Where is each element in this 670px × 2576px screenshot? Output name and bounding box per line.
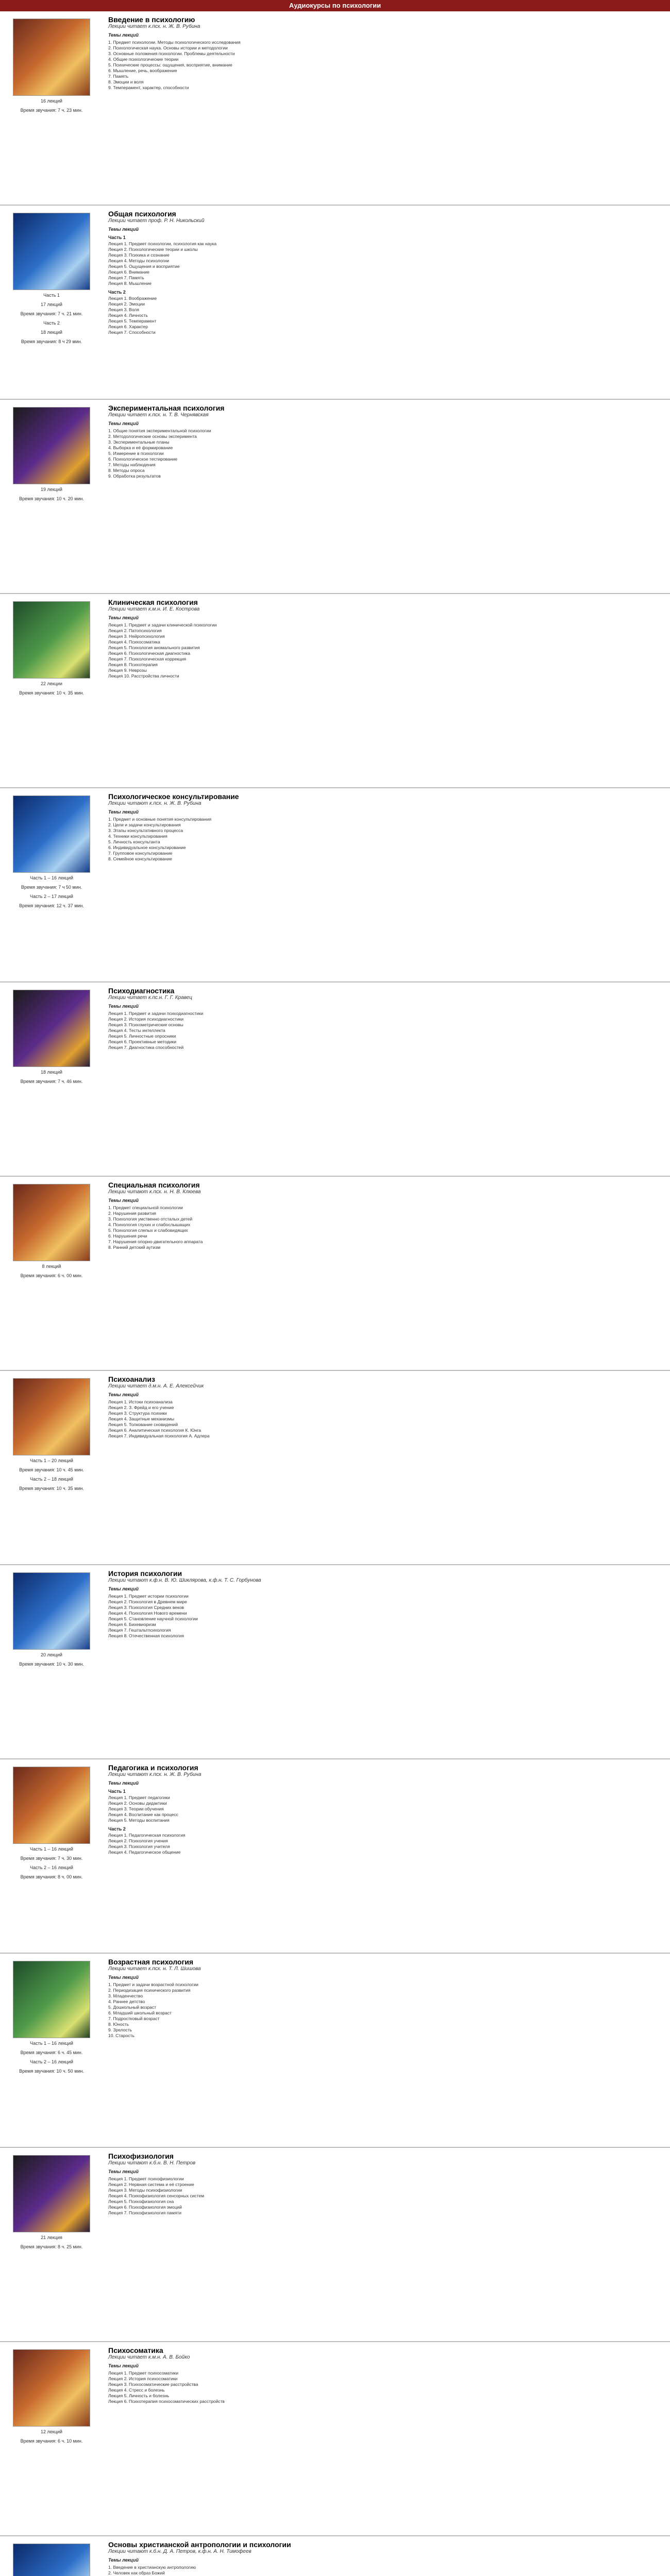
lecture-item: 3. Основные положения психологии. Проблемы деятельности: [108, 51, 235, 56]
topics-heading: Темы лекций: [108, 1781, 139, 1786]
lecture-list: [108, 296, 660, 335]
course-meta: 8 лекций: [42, 1264, 61, 1269]
lecture-item: Лекция 1. Предмет и задачи психодиагностики: [108, 1011, 204, 1016]
course-authors: Лекции читает к.м.н. И. Е. Кострова: [108, 606, 200, 612]
course-details: [103, 1181, 670, 1365]
lecture-item: Лекция 7. Психологическая коррекция: [108, 656, 187, 662]
course-details: [103, 1764, 670, 1947]
lecture-item: Лекция 8. Психотерапия: [108, 662, 158, 667]
course-cover-image[interactable]: [13, 19, 90, 96]
lecture-item: 9. Темперамент, характер, способности: [108, 85, 189, 90]
lecture-item: Лекция 1. Предмет педагогики: [108, 1795, 170, 1800]
course-title[interactable]: Клиническая психология: [108, 598, 198, 606]
topics-heading: Темы лекций: [108, 32, 139, 38]
course-meta: 16 лекций: [41, 98, 62, 104]
lecture-item: 1. Предмет и основные понятия консультирования: [108, 817, 212, 822]
course-block: [0, 1759, 670, 1954]
course-title[interactable]: Психосоматика: [108, 2346, 163, 2354]
course-cover-image[interactable]: [13, 2544, 90, 2576]
course-details: [103, 15, 670, 199]
course-sidebar: [0, 1958, 103, 2142]
course-details: [103, 792, 670, 976]
course-meta: Часть 2: [43, 320, 60, 326]
lecture-item: 6. Психологическое тестирование: [108, 456, 178, 462]
course-details: [103, 1569, 670, 1753]
lecture-item: 7. Групповое консультирование: [108, 851, 173, 856]
lecture-item: Лекция 2. Нервная система и её строение: [108, 2182, 194, 2187]
lecture-item: 9. Зрелость: [108, 2027, 132, 2032]
course-meta: Время звучания: 7 ч. 23 мин.: [20, 108, 83, 113]
lecture-item: Лекция 4. Тесты интеллекта: [108, 1028, 165, 1033]
course-block: [0, 1371, 670, 1565]
lecture-item: Лекция 2. История психодиагностики: [108, 1016, 183, 1022]
course-cover-image[interactable]: [13, 1767, 90, 1844]
course-sidebar: [0, 2346, 103, 2530]
course-meta: Время звучания: 10 ч. 30 мин.: [19, 1662, 84, 1667]
lecture-item: 1. Общие понятия экспериментальной психологии: [108, 428, 211, 433]
lecture-item: Лекция 3. Психология учителя: [108, 1844, 170, 1849]
lecture-item: 6. Младший школьный возраст: [108, 2010, 172, 2015]
lecture-list: [108, 1833, 660, 1855]
course-authors: Лекции читает к.пс.н. Г. Г. Кравец: [108, 995, 192, 1001]
lecture-item: 6. Индивидуальное консультирование: [108, 845, 186, 850]
course-title[interactable]: Общая психология: [108, 210, 176, 218]
course-meta: Часть 1 – 20 лекций: [30, 1458, 73, 1463]
lecture-item: 3. Этапы консультативного процесса: [108, 828, 183, 833]
course-meta: 21 лекция: [41, 2235, 62, 2240]
course-block: [0, 788, 670, 982]
course-sidebar: [0, 792, 103, 976]
course-block: [0, 2148, 670, 2342]
lecture-item: Лекция 5. Личностные опросники: [108, 1033, 176, 1039]
course-block: [0, 11, 670, 206]
course-title[interactable]: Педагогика и психология: [108, 1764, 198, 1772]
lecture-list: [108, 817, 660, 862]
course-meta: Часть 2 – 16 лекций: [30, 1865, 73, 1870]
course-authors: Лекции читают к.ф.н. В. Ю. Шиклярова, к.ф.н. Т. С. Горбунова: [108, 1578, 261, 1583]
course-cover-image[interactable]: [13, 2349, 90, 2427]
lecture-list: [108, 1205, 660, 1250]
lecture-item: 10. Старость: [108, 2033, 135, 2038]
course-title[interactable]: Психофизиология: [108, 2152, 174, 2160]
lecture-item: Лекция 3. Методы психофизиологии: [108, 2188, 182, 2193]
lecture-item: 3. Экспериментальные планы: [108, 439, 170, 445]
lecture-list: [108, 2370, 660, 2404]
course-title[interactable]: Возрастная психология: [108, 1958, 194, 1966]
lecture-item: Лекция 9. Неврозы: [108, 668, 147, 673]
lecture-item: Лекция 2. Основы дидактики: [108, 1801, 167, 1806]
course-authors: Лекции читает проф. Р. Н. Никольский: [108, 218, 205, 224]
lecture-item: 1. Предмет и задачи возрастной психологии: [108, 1982, 198, 1987]
topics-heading: Темы лекций: [108, 227, 139, 232]
lecture-item: Лекция 3. Психосоматические расстройства: [108, 2382, 198, 2387]
lecture-item: 8. Юность: [108, 2022, 129, 2027]
lecture-item: 4. Общие психологические теории: [108, 57, 179, 62]
course-meta: Часть 2 – 16 лекций: [30, 2059, 73, 2064]
lecture-item: 1. Введение в христианскую антропологию: [108, 2565, 196, 2570]
lecture-item: Лекция 4. Личность: [108, 313, 148, 318]
lecture-item: 7. Подростковый возраст: [108, 2016, 160, 2021]
course-meta: Часть 1: [43, 293, 60, 298]
lecture-list: [108, 1982, 660, 2039]
course-meta: Время звучания: 8 ч 29 мин.: [21, 339, 82, 344]
course-title[interactable]: Психологическое консультирование: [108, 792, 239, 801]
lecture-list: [108, 2565, 660, 2576]
lecture-item: Лекция 5. Личность и болезнь: [108, 2393, 170, 2398]
part-heading: Часть 1: [108, 235, 126, 240]
lecture-item: Лекция 6. Внимание: [108, 269, 149, 275]
course-sidebar: [0, 987, 103, 1171]
lecture-item: 9. Обработка результатов: [108, 473, 161, 479]
course-meta: Часть 1 – 16 лекций: [30, 875, 73, 880]
course-cover-image[interactable]: [13, 1961, 90, 2038]
lecture-item: 5. Измерение в психологии: [108, 451, 164, 456]
course-title[interactable]: Психодиагностика: [108, 987, 175, 995]
lecture-item: 3. Психология умственно отсталых детей: [108, 1216, 193, 1222]
lecture-list: [108, 622, 660, 679]
course-meta: Время звучания: 6 ч. 45 мин.: [20, 2050, 83, 2055]
course-sidebar: [0, 2152, 103, 2336]
course-cover-image[interactable]: [13, 601, 90, 679]
course-cover-image[interactable]: [13, 990, 90, 1067]
lecture-item: 7. Память: [108, 74, 129, 79]
lecture-item: Лекция 6. Психотерапия психосоматических расстройств: [108, 2399, 225, 2404]
course-cover-image[interactable]: [13, 795, 90, 873]
course-sidebar: [0, 1181, 103, 1365]
course-meta: Часть 2 – 18 лекций: [30, 1477, 73, 1482]
course-details: [103, 2152, 670, 2336]
course-sidebar: [0, 1764, 103, 1947]
topics-heading: Темы лекций: [108, 809, 139, 815]
course-authors: Лекции читают к.псх. н. Н. В. Клюева: [108, 1189, 201, 1195]
topics-heading: Темы лекций: [108, 1975, 139, 1980]
lecture-item: 2. Человек как образ Божий: [108, 2570, 165, 2575]
part-heading: Часть 2: [108, 290, 126, 295]
lecture-item: Лекция 4. Психосоматика: [108, 639, 160, 645]
course-details: [103, 210, 670, 394]
lecture-item: Лекция 4. Психология Нового времени: [108, 1611, 187, 1616]
lecture-item: Лекция 2. Психологические теории и школы: [108, 247, 198, 252]
lecture-item: 5. Психические процессы: ощущения, восприятие, внимание: [108, 62, 232, 67]
lecture-item: 4. Техники консультирования: [108, 834, 167, 839]
lecture-item: Лекция 4. Методы психологии: [108, 258, 170, 263]
lecture-item: Лекция 3. Психометрические основы: [108, 1022, 183, 1027]
course-details: [103, 2346, 670, 2530]
course-authors: Лекции читают к.псх. н. Ж. В. Рубина: [108, 1772, 202, 1777]
course-meta: 17 лекций: [41, 302, 62, 307]
lecture-list: [108, 40, 660, 91]
lecture-item: Лекция 5. Психология аномального развития: [108, 645, 200, 650]
course-meta: Часть 2 – 17 лекций: [30, 894, 73, 899]
lecture-list: [108, 1011, 660, 1050]
course-authors: Лекции читают к.б.н. Д. А. Петров, к.ф.н. А. Н. Тимофеев: [108, 2549, 252, 2554]
course-title[interactable]: Экспериментальная психология: [108, 404, 225, 412]
course-details: [103, 404, 670, 588]
part-heading: Часть 1: [108, 1789, 126, 1794]
course-list: [0, 11, 670, 2576]
topics-heading: Темы лекций: [108, 615, 139, 620]
lecture-item: Лекция 7. Способности: [108, 330, 156, 335]
course-authors: Лекции читает к.псх. н. Ж. В. Рубина: [108, 24, 200, 29]
lecture-item: 3. Младенчество: [108, 1993, 143, 1998]
course-details: [103, 2540, 670, 2576]
lecture-item: Лекция 3. Теории обучения: [108, 1806, 164, 1811]
lecture-item: Лекция 2. З. Фрейд и его учение: [108, 1405, 174, 1410]
topics-heading: Темы лекций: [108, 1198, 139, 1203]
course-meta: Время звучания: 10 ч. 20 мин.: [19, 496, 84, 501]
course-block: [0, 1565, 670, 1759]
course-cover-image[interactable]: [13, 1184, 90, 1261]
course-authors: Лекции читает д.м.н. А. Е. Алексейчик: [108, 1383, 204, 1389]
course-cover-image[interactable]: [13, 407, 90, 484]
course-details: [103, 987, 670, 1171]
lecture-item: Лекция 7. Психофизиология памяти: [108, 2210, 181, 2215]
lecture-item: Лекция 1. Предмет истории психологии: [108, 1594, 189, 1599]
part-heading: Часть 2: [108, 1826, 126, 1832]
lecture-item: 2. Нарушения развития: [108, 1211, 156, 1216]
lecture-item: Лекция 6. Психологическая диагностика: [108, 651, 190, 656]
course-authors: Лекции читает к.м.н. А. В. Бойко: [108, 2354, 190, 2360]
lecture-item: 1. Предмет психологии. Методы психологического исследования: [108, 40, 241, 45]
course-meta: Время звучания: 10 ч. 35 мин.: [19, 1486, 84, 1491]
course-meta: Время звучания: 7 ч. 30 мин.: [20, 1856, 83, 1861]
lecture-item: Лекция 3. Нейропсихология: [108, 634, 165, 639]
course-meta: 22 лекции: [41, 681, 62, 686]
page-title: Аудиокурсы по психологии: [289, 2, 381, 9]
topics-heading: Темы лекций: [108, 2557, 139, 2563]
course-sidebar: [0, 598, 103, 782]
course-meta: 20 лекций: [41, 1652, 62, 1657]
lecture-item: Лекция 6. Аналитическая психология К. Юнга: [108, 1428, 201, 1433]
course-title[interactable]: Специальная психология: [108, 1181, 200, 1189]
course-sidebar: [0, 15, 103, 199]
course-meta: Время звучания: 8 ч. 00 мин.: [20, 1874, 83, 1879]
lecture-item: Лекция 5. Темперамент: [108, 318, 157, 324]
lecture-list: [108, 1795, 660, 1823]
course-sidebar: [0, 1569, 103, 1753]
lecture-item: 6. Нарушения речи: [108, 1233, 147, 1239]
topics-heading: Темы лекций: [108, 2363, 139, 2368]
lecture-item: Лекция 2. Психология учения: [108, 1838, 168, 1843]
lecture-item: Лекция 6. Характер: [108, 324, 148, 329]
course-block: [0, 2342, 670, 2536]
lecture-item: Лекция 1. Истоки психоанализа: [108, 1399, 173, 1404]
lecture-item: Лекция 2. Эмоции: [108, 301, 145, 307]
lecture-item: 8. Семейное консультирование: [108, 856, 172, 861]
course-meta: Часть 1 – 16 лекций: [30, 2041, 73, 2046]
lecture-item: Лекция 7. Диагностика способностей: [108, 1045, 184, 1050]
lecture-item: 8. Эмоции и воля: [108, 79, 144, 84]
course-cover-image[interactable]: [13, 1378, 90, 1455]
lecture-item: 6. Мышление, речь, воображение: [108, 68, 177, 73]
course-authors: Лекции читают к.б.н. В. Н. Петров: [108, 2160, 196, 2166]
lecture-item: Лекция 4. Педагогическое общение: [108, 1850, 181, 1855]
course-authors: Лекции читают к.псх. н. Ж. В. Рубина: [108, 801, 202, 806]
lecture-item: 5. Личность консультанта: [108, 839, 160, 844]
lecture-item: Лекция 4. Психофизиология сенсорных систем: [108, 2193, 205, 2198]
lecture-item: 8. Методы опроса: [108, 468, 145, 473]
lecture-item: Лекция 5. Ощущения и восприятие: [108, 264, 180, 269]
course-meta: 18 лекций: [41, 330, 62, 335]
lecture-item: Лекция 1. Предмет и задачи клинической психологии: [108, 622, 217, 628]
course-details: [103, 1958, 670, 2142]
course-sidebar: [0, 210, 103, 394]
course-block: [0, 2536, 670, 2576]
course-sidebar: [0, 404, 103, 588]
lecture-item: Лекция 1. Педагогическая психология: [108, 1833, 186, 1838]
lecture-item: Лекция 8. Мышление: [108, 281, 152, 286]
course-meta: 19 лекций: [41, 487, 62, 492]
lecture-item: Лекция 2. История психосоматики: [108, 2376, 178, 2381]
lecture-list: [108, 241, 660, 286]
course-cover-image[interactable]: [13, 213, 90, 290]
lecture-item: Лекция 7. Гештальтпсихология: [108, 1628, 171, 1633]
course-meta: Время звучания: 7 ч. 21 мин.: [20, 311, 83, 316]
lecture-item: Лекция 1. Воображение: [108, 296, 157, 301]
lecture-item: Лекция 4. Защитные механизмы: [108, 1416, 175, 1421]
lecture-item: Лекция 1. Предмет психосоматики: [108, 2370, 178, 2376]
lecture-item: Лекция 10. Расстройства личности: [108, 673, 179, 679]
course-meta: Время звучания: 7 ч. 46 мин.: [20, 1079, 83, 1084]
lecture-item: Лекция 3. Психика и сознание: [108, 252, 170, 258]
course-authors: Лекции читает к.псх. н. Т. В. Чернявская: [108, 412, 209, 418]
lecture-item: Лекция 6. Проективные методики: [108, 1039, 177, 1044]
course-meta: Время звучания: 10 ч. 35 мин.: [19, 690, 84, 696]
lecture-item: Лекция 5. Толкование сновидений: [108, 1422, 178, 1427]
lecture-item: Лекция 6. Психофизиология эмоций: [108, 2205, 182, 2210]
course-authors: Лекции читает к.псх. н. Т. Л. Шишова: [108, 1966, 201, 1972]
course-meta: Время звучания: 12 ч. 37 мин.: [19, 903, 84, 908]
course-meta: 18 лекций: [41, 1070, 62, 1075]
lecture-item: 7. Методы наблюдения: [108, 462, 156, 467]
course-details: [103, 598, 670, 782]
lecture-item: Лекция 7. Память: [108, 275, 144, 280]
course-block: [0, 982, 670, 1177]
course-meta: Время звучания: 6 ч. 10 мин.: [20, 2438, 83, 2444]
lecture-item: 1. Предмет специальной психологии: [108, 1205, 183, 1210]
course-meta: Время звучания: 6 ч. 00 мин.: [20, 1273, 83, 1278]
lecture-item: Лекция 1. Предмет психофизиологии: [108, 2176, 184, 2181]
lecture-list: [108, 2176, 660, 2216]
course-title[interactable]: Психоанализ: [108, 1375, 155, 1383]
lecture-item: Лекция 5. Психофизиология сна: [108, 2199, 174, 2204]
lecture-item: Лекция 2. Психология в Древнем мире: [108, 1599, 187, 1604]
lecture-item: Лекция 1. Предмет психологии, психология как наука: [108, 241, 217, 246]
course-meta: 12 лекций: [41, 2429, 62, 2434]
course-title[interactable]: Основы христианской антропологии и психологии: [108, 2540, 291, 2549]
lecture-item: 2. Цели и задачи консультирования: [108, 822, 181, 827]
lecture-list: [108, 428, 660, 479]
course-meta: Время звучания: 10 ч. 50 мин.: [19, 2069, 84, 2074]
lecture-item: Лекция 3. Психология Средних веков: [108, 1605, 185, 1610]
lecture-item: Лекция 5. Методы воспитания: [108, 1818, 170, 1823]
lecture-item: 5. Психология слепых и слабовидящих: [108, 1228, 188, 1233]
lecture-item: 5. Дошкольный возраст: [108, 2005, 157, 2010]
lecture-list: [108, 1594, 660, 1639]
lecture-item: Лекция 5. Становление научной психологии: [108, 1616, 198, 1621]
course-sidebar: [0, 1375, 103, 1559]
course-meta: Время звучания: 7 ч 50 мин.: [21, 885, 82, 890]
lecture-item: Лекция 7. Индивидуальная психология А. Адлера: [108, 1433, 210, 1438]
course-meta: Часть 1 – 16 лекций: [30, 1846, 73, 1852]
lecture-item: Лекция 8. Отечественная психология: [108, 1633, 184, 1638]
course-meta: Время звучания: 10 ч. 45 мин.: [19, 1467, 84, 1472]
topics-heading: Темы лекций: [108, 1392, 139, 1397]
lecture-item: 2. Периодизация психического развития: [108, 1988, 191, 1993]
course-details: [103, 1375, 670, 1559]
lecture-item: 2. Психологическая наука. Основы истории и методологии: [108, 45, 228, 50]
course-cover-image[interactable]: [13, 1572, 90, 1650]
course-block: [0, 594, 670, 788]
topics-heading: Темы лекций: [108, 1004, 139, 1009]
lecture-item: Лекция 6. Бихевиоризм: [108, 1622, 156, 1627]
course-title[interactable]: История психологии: [108, 1569, 182, 1578]
lecture-item: 8. Ранний детский аутизм: [108, 1245, 161, 1250]
lecture-item: 4. Психология глухих и слабослышащих: [108, 1222, 191, 1227]
lecture-item: 2. Методологические основы эксперимента: [108, 434, 197, 439]
course-cover-image[interactable]: [13, 2155, 90, 2232]
course-block: [0, 206, 670, 400]
topics-heading: Темы лекций: [108, 2169, 139, 2174]
lecture-item: Лекция 4. Стресс и болезнь: [108, 2387, 165, 2393]
lecture-list: [108, 1399, 660, 1439]
lecture-item: Лекция 2. Патопсихология: [108, 628, 162, 633]
course-block: [0, 1954, 670, 2148]
course-meta: Время звучания: 8 ч. 25 мин.: [20, 2244, 83, 2249]
lecture-item: 4. Раннее детство: [108, 1999, 145, 2004]
lecture-item: Лекция 3. Воля: [108, 307, 139, 312]
lecture-item: Лекция 4. Воспитание как процесс: [108, 1812, 178, 1817]
course-block: [0, 400, 670, 594]
topics-heading: Темы лекций: [108, 1586, 139, 1591]
lecture-item: Лекция 3. Структура психики: [108, 1411, 167, 1416]
topics-heading: Темы лекций: [108, 421, 139, 426]
course-title[interactable]: Введение в психологию: [108, 15, 195, 24]
course-block: [0, 1177, 670, 1371]
lecture-item: 4. Выборка и её формирование: [108, 445, 173, 450]
lecture-item: 7. Нарушения опорно-двигательного аппарата: [108, 1239, 203, 1244]
course-sidebar: [0, 2540, 103, 2576]
page-header: [0, 0, 670, 11]
